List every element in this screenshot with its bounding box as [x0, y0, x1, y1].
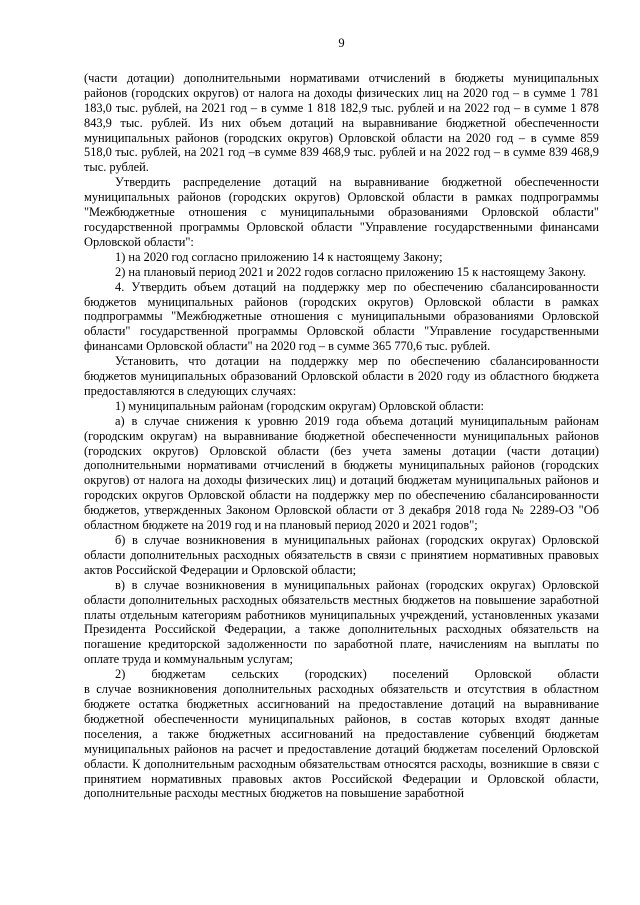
page-number: 9 — [338, 36, 345, 50]
paragraph-9: б) в случае возникновения в муниципальных районах (городских округах) Орловской области дополнительных расходных обязательств в связи с принятием нормативных правовых актов Российской Федерации и Орловской области; — [84, 533, 599, 577]
paragraph-12: в случае возникновения дополнительных расходных обязательств и отсутствия в областном бюджете остатка бюджетных ассигнований на предоставление дотаций на выравнивание бюджетной обеспеченности муниципальных районов, в состав которых входят данные поселения, а также бюджетных ассигнований на предоставление субвенций бюджетам муниципальных районов на расчет и предоставление дотаций бюджетам поселений Орловской области. К дополнительным расходным обязательствам относятся расходы, возникшие в связи с принятием нормативных правовых актов Российской Федерации и Орловской области, дополнительные расходы местных бюджетов на повышение заработной — [84, 682, 599, 801]
paragraph-1: (части дотации) дополнительными нормативами отчислений в бюджеты муниципальных районов (городских округов) от налога на доходы физических лиц на 2020 год – в сумме 1 781 183,0 тыс. рублей, на 2021 год – в сумме 1 818 182,9 тыс. рублей и на 2022 год – в сумме 1 878 843,9 тыс. рублей. Из них объем дотаций на выравнивание бюджетной обеспеченности муниципальных районов (городских округов) Орловской области на 2020 год – в сумме 859 518,0 тыс. рублей, на 2021 год –в сумме 839 468,9 тыс. рублей и на 2022 год – в сумме 839 468,9 тыс. рублей. — [84, 70, 599, 175]
paragraph-11: 2) бюджетам сельских (городских) поселений Орловской области — [115, 667, 599, 682]
paragraph-4: 2) на плановый период 2021 и 2022 годов согласно приложению 15 к настоящему Закону. — [115, 264, 587, 279]
paragraph-7: 1) муниципальным районам (городским округам) Орловской области: — [115, 398, 484, 413]
paragraph-3: 1) на 2020 год согласно приложению 14 к настоящему Закону; — [115, 249, 443, 264]
paragraph-5: 4. Утвердить объем дотаций на поддержку мер по обеспечению сбалансированности бюджетов муниципальных районов (городских округов) Орловской области в рамках подпрограммы "Межбюджетные отношения с муниципальными образованиями Орловской области" государственной программы Орловской области "Управление государственными финансами Орловской области" на 2020 год – в сумме 365 770,6 тыс. рублей. — [84, 279, 599, 354]
paragraph-2: Утвердить распределение дотаций на выравнивание бюджетной обеспеченности муниципальных районов (городских округов) Орловской области в рамках подпрограммы "Межбюджетные отношения с муниципальными образованиями Орловской области" государственной программы Орловской области "Управление государственными финансами Орловской области": — [84, 175, 599, 249]
paragraph-10: в) в случае возникновения в муниципальных районах (городских округах) Орловской области дополнительных расходных обязательств местных бюджетов на повышение заработной платы отдельным категориям работников муниципальных учреждений, установленных указами Президента Российской Федерации, а также дополнительных расходных обязательств на погашение кредиторской задолженности по заработной плате, начислениям на выплаты по оплате труда и коммунальным услугам; — [84, 577, 599, 667]
paragraph-8: а) в случае снижения к уровню 2019 года объема дотаций муниципальным районам (городским округам) на выравнивание бюджетной обеспеченности муниципальных районов (городских округов) Орловской области (без учета замены дотации (части дотации) дополнительными нормативами отчислений в бюджеты муниципальных районов (городских округов) от налога на доходы физических лиц) и дотаций бюджетам муниципальных районов и городских округов Орловской области на поддержку мер по обеспечению сбалансированности бюджетов, утвержденных Законом Орловской области от 3 декабря 2018 года № 2289-ОЗ "Об областном бюджете на 2019 год и на плановый период 2020 и 2021 годов"; — [84, 413, 599, 533]
paragraph-6: Установить, что дотации на поддержку мер по обеспечению сбалансированности бюджетов муниципальных образований Орловской области в 2020 году из областного бюджета предоставляются в следующих случаях: — [84, 354, 599, 398]
